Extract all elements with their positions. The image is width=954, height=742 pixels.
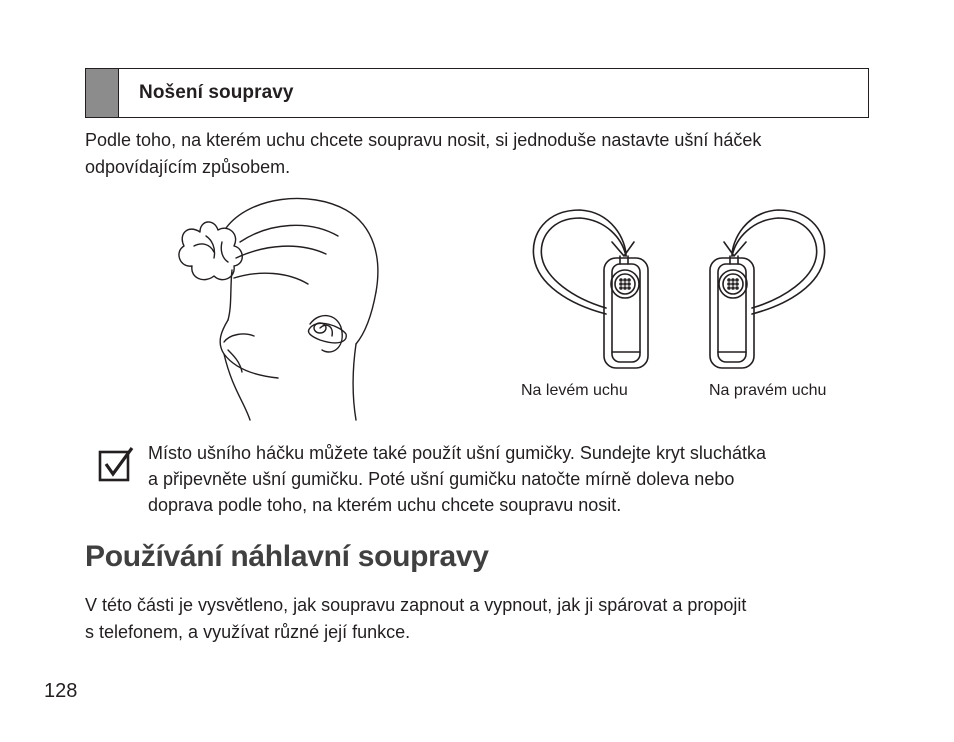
headset-left-ear-illustration xyxy=(528,202,658,374)
intro-line-1: Podle toho, na kterém uchu chcete soupravu nosit, si jednoduše nastavte ušní háček xyxy=(85,130,762,150)
section-header xyxy=(85,68,869,118)
note-line-3: doprava podle toho, na kterém uchu chcete soupravu nosit. xyxy=(148,495,622,515)
usage-line-2: s telefonem, a využívat různé její funkce. xyxy=(85,622,411,642)
intro-line-2: odpovídajícím způsobem. xyxy=(85,157,291,177)
right-ear-caption: Na pravém uchu xyxy=(709,382,827,399)
intro-paragraph xyxy=(85,127,761,181)
page-number: 128 xyxy=(44,680,78,702)
checkbox-icon xyxy=(98,446,134,482)
note-paragraph xyxy=(148,440,868,518)
note-line-2: a připevněte ušní gumičku. Poté ušní gumičku natočte mírně doleva nebo xyxy=(148,469,735,489)
note-line-1: Místo ušního háčku můžete také použít ušní gumičky. Sundejte kryt sluchátka xyxy=(148,443,766,463)
left-ear-caption: Na levém uchu xyxy=(521,382,628,399)
head-with-headset-illustration xyxy=(170,192,390,422)
usage-line-1: V této části je vysvětleno, jak soupravu zapnout a vypnout, jak ji spárovat a propojit xyxy=(85,595,747,615)
headset-right-ear-illustration xyxy=(700,202,830,374)
section-header-tab xyxy=(86,69,119,117)
usage-paragraph xyxy=(85,592,746,646)
usage-heading: Používání náhlavní soupravy xyxy=(85,540,489,573)
section-title: Nošení soupravy xyxy=(139,82,294,103)
